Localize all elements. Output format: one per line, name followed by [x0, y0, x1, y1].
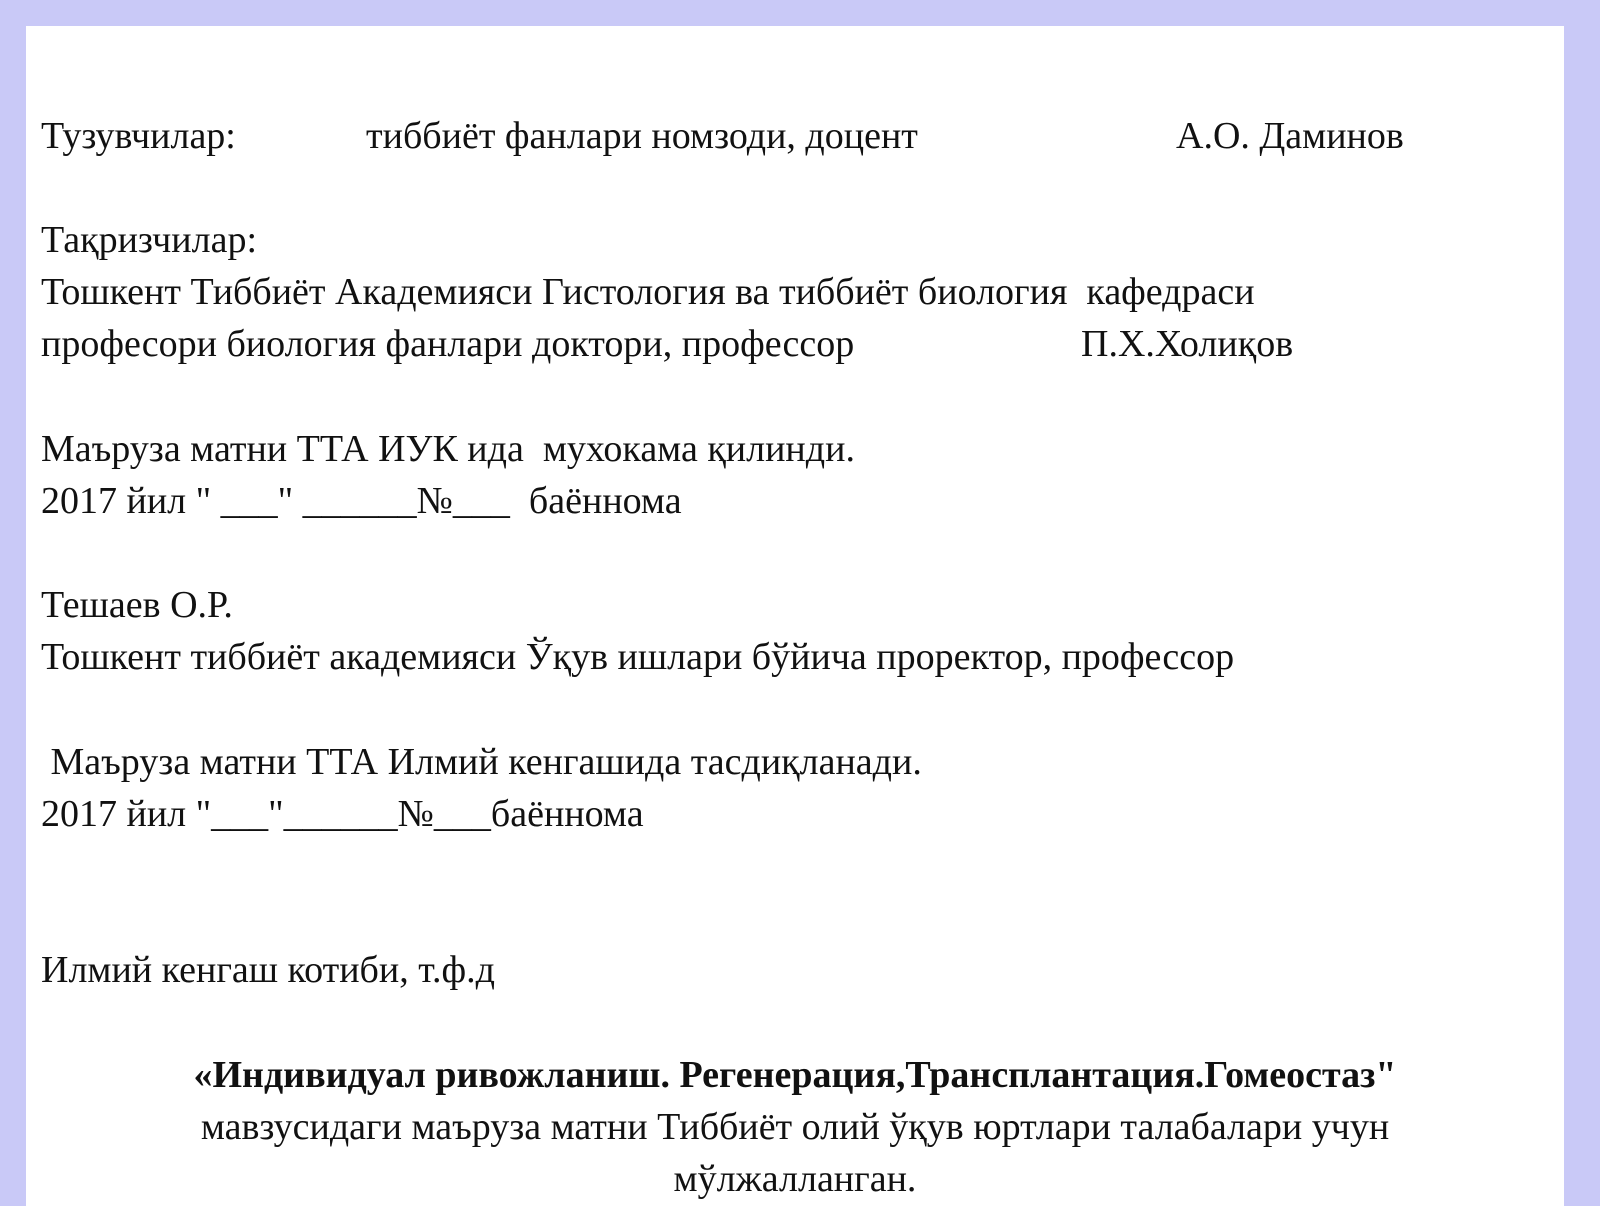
reviewer-name: П.Х.Холиқов — [1081, 323, 1294, 365]
compilers-name: А.О. Даминов — [1176, 115, 1404, 157]
reviewers-line-1: Тошкент Тиббиёт Академияси Гистология ва тиббиёт биология кафедраси — [41, 271, 1255, 313]
prorector-position: Тошкент тиббиёт академияси Ўқув ишлари бўйича проректор, профессор — [41, 636, 1235, 678]
topic-description-line-2: мўлжалланган. — [673, 1158, 917, 1200]
reviewers-label: Тақризчилар: — [41, 219, 258, 261]
reviewers-line-2: професори биология фанлари доктори, профессор — [41, 323, 855, 365]
council-secretary: Илмий кенгаш котиби, т.ф.д — [41, 949, 495, 991]
topic-title: «Индивидуал ривожланиш. Регенерация,Трансплантация.Гомеостаз" — [193, 1054, 1397, 1096]
topic-description-line-1: мавзусидаги маъруза матни Тиббиёт олий ўқув юртлари талабалари учун — [200, 1106, 1390, 1148]
iuk-discussion-line: Маъруза матни ТТА ИУК ида мухокама қилинди. — [41, 428, 855, 470]
prorector-name: Тешаев О.Р. — [41, 584, 233, 626]
iuk-protocol-line: 2017 йил " ___" ______№___ баённома — [41, 480, 682, 522]
document-page — [26, 26, 1564, 1206]
council-protocol-line: 2017 йил "___"______№___баённома — [41, 793, 644, 835]
council-approval-line: Маъруза матни ТТА Илмий кенгашида тасдиқланади. — [41, 741, 922, 783]
compilers-label: Тузувчилар: — [41, 115, 236, 157]
compilers-title: тиббиёт фанлари номзоди, доцент — [366, 115, 918, 157]
